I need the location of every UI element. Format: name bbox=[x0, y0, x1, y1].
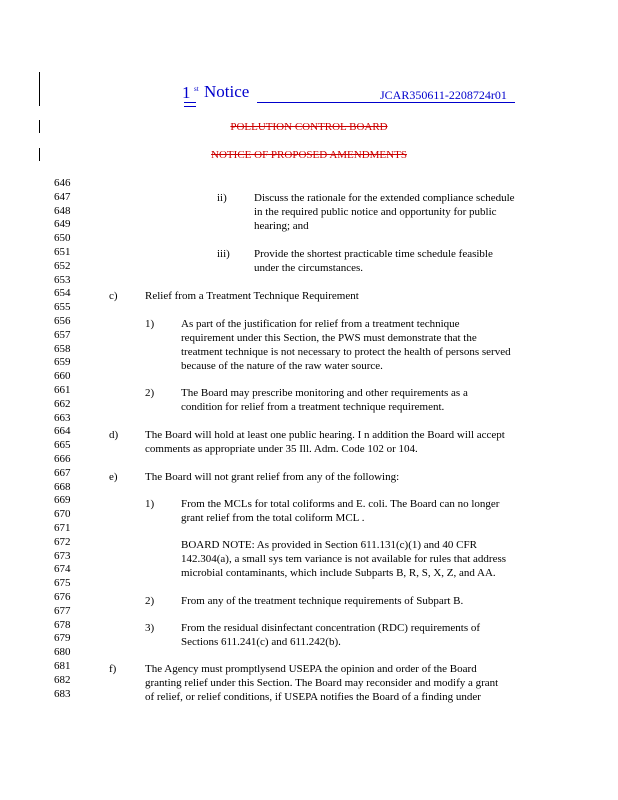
line-number: 682 bbox=[54, 673, 71, 686]
line-number: 659 bbox=[54, 356, 71, 369]
text-line: The Agency must promptlysend USEPA the opinion and order of the Board bbox=[145, 663, 477, 675]
line-number: 675 bbox=[54, 577, 71, 590]
item-marker: e) bbox=[109, 471, 118, 483]
text-line: microbial contaminants, which include Subparts B, R, S, X, Z, and AA. bbox=[181, 567, 496, 579]
line-number: 663 bbox=[54, 411, 71, 424]
text-line: From the residual disinfectant concentration (RDC) requirements of bbox=[181, 622, 481, 634]
line-number: 670 bbox=[54, 508, 71, 521]
document-code: JCAR350611-2208724r01 bbox=[380, 88, 507, 102]
text-line: Provide the shortest practicable time schedule feasible bbox=[254, 248, 493, 260]
text-line: The Board will not grant relief from any of the following: bbox=[145, 471, 400, 483]
text-line: Discuss the rationale for the extended compliance schedule bbox=[254, 192, 515, 204]
line-number: 661 bbox=[54, 384, 71, 396]
text-line: in the required public notice and opportunity for public bbox=[254, 206, 497, 218]
line-number: 674 bbox=[54, 563, 71, 576]
text-line: The Board may prescribe monitoring and other requirements as a bbox=[181, 387, 468, 399]
line-number: 658 bbox=[54, 342, 71, 355]
text-line: condition for relief from a treatment technique requirement. bbox=[181, 401, 445, 413]
line-number: 683 bbox=[54, 687, 71, 700]
line-number: 669 bbox=[54, 494, 71, 507]
line-number: 655 bbox=[54, 301, 71, 314]
line-number: 672 bbox=[54, 535, 71, 548]
struck-notice-title: NOTICE OF PROPOSED AMENDMENTS bbox=[211, 149, 407, 161]
header-underline bbox=[257, 102, 515, 103]
line-number: 678 bbox=[54, 618, 71, 631]
item-marker: iii) bbox=[217, 248, 230, 260]
line-number: 646 bbox=[54, 177, 71, 189]
text-line: granting relief under this Section. The Board may reconsider and modify a grant bbox=[145, 677, 499, 689]
text-line: 142.304(a), a small sys tem variance is not available for rules that address bbox=[181, 553, 507, 565]
line-number: 679 bbox=[54, 632, 71, 645]
line-number: 662 bbox=[54, 397, 71, 410]
item-marker: 1) bbox=[145, 318, 155, 330]
page-header bbox=[0, 82, 618, 112]
notice-number: 1 bbox=[182, 83, 191, 102]
text-line: requirement under this Section, the PWS must demonstrate that the bbox=[181, 332, 477, 344]
line-number: 677 bbox=[54, 604, 71, 617]
text-line: Sections 611.241(c) and 611.242(b). bbox=[181, 636, 341, 648]
item-marker: ii) bbox=[217, 192, 227, 204]
item-marker: 2) bbox=[145, 595, 155, 607]
line-number: 657 bbox=[54, 328, 71, 341]
line-number: 656 bbox=[54, 315, 71, 327]
text-line: BOARD NOTE: As provided in Section 611.131(c)(1) and 40 CFR bbox=[181, 539, 477, 551]
line-number: 666 bbox=[54, 453, 71, 465]
line-number: 654 bbox=[54, 287, 71, 300]
line-number: 665 bbox=[54, 439, 71, 452]
line-number: 648 bbox=[54, 204, 71, 217]
line-number: 673 bbox=[54, 549, 71, 562]
text-line: because of the nature of the raw water source. bbox=[181, 360, 383, 372]
line-number: 653 bbox=[54, 273, 71, 286]
text-line: Relief from a Treatment Technique Requirement bbox=[145, 290, 359, 302]
item-marker: c) bbox=[109, 290, 118, 302]
item-marker: 3) bbox=[145, 622, 155, 634]
text-line: grant relief from the total coliform MCL . bbox=[181, 512, 365, 524]
line-number: 668 bbox=[54, 480, 71, 493]
item-marker: 2) bbox=[145, 387, 155, 399]
text-line: From the MCLs for total coliforms and E. coli. The Board can no longer bbox=[181, 498, 500, 510]
line-number: 676 bbox=[54, 591, 71, 603]
line-number: 671 bbox=[54, 522, 71, 534]
line-number: 680 bbox=[54, 646, 71, 659]
header-double-underline bbox=[184, 102, 196, 103]
header-double-underline bbox=[184, 106, 196, 107]
line-number: 667 bbox=[54, 466, 71, 479]
text-line: treatment technique is not necessary to protect the health of persons served bbox=[181, 346, 511, 358]
notice-number-suffix: st bbox=[194, 85, 199, 93]
line-number: 647 bbox=[54, 190, 71, 203]
text-line: comments as appropriate under 35 Ill. Adm. Code 102 or 104. bbox=[145, 443, 418, 455]
item-marker: 1) bbox=[145, 498, 155, 510]
text-line: The Board will hold at least one public hearing. I n addition the Board will accept bbox=[145, 429, 505, 441]
line-number: 664 bbox=[54, 425, 71, 438]
text-line: of relief, or relief conditions, if USEPA notifies the Board of a finding under bbox=[145, 691, 481, 703]
line-number: 660 bbox=[54, 370, 71, 383]
line-number: 652 bbox=[54, 259, 71, 272]
text-line: under the circumstances. bbox=[254, 262, 364, 274]
line-number: 681 bbox=[54, 660, 71, 672]
notice-label: Notice bbox=[204, 82, 250, 101]
text-line: hearing; and bbox=[254, 220, 309, 232]
line-number: 650 bbox=[54, 232, 71, 245]
struck-board-title: POLLUTION CONTROL BOARD bbox=[230, 121, 388, 133]
line-number: 651 bbox=[54, 246, 71, 258]
line-number: 649 bbox=[54, 218, 71, 231]
text-line: As part of the justification for relief from a treatment technique bbox=[181, 318, 460, 330]
text-line: From any of the treatment technique requirements of Subpart B. bbox=[181, 595, 464, 607]
item-marker: d) bbox=[109, 429, 119, 441]
item-marker: f) bbox=[109, 663, 117, 675]
